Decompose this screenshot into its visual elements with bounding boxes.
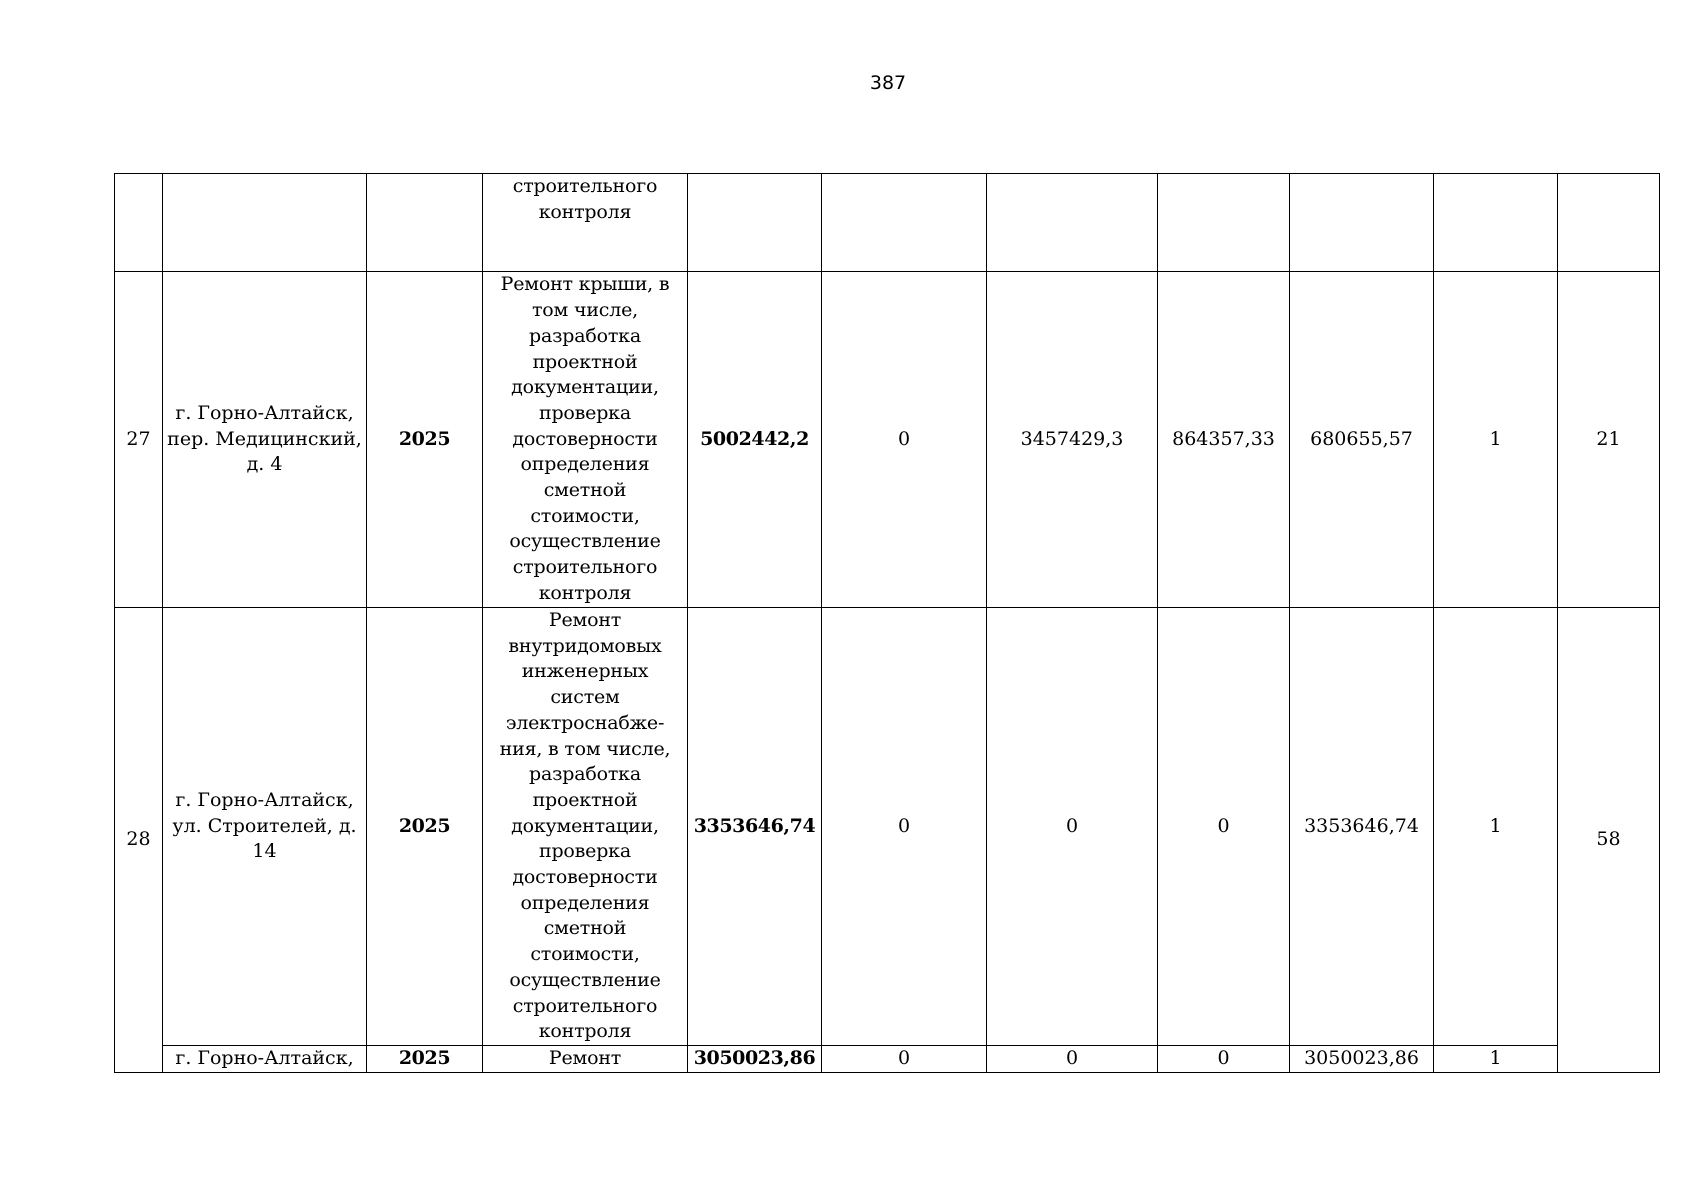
value-cell: 0: [822, 272, 987, 608]
value-cell: 0: [1158, 1045, 1290, 1072]
table-row: [115, 1045, 1660, 1072]
row-number-cell: [115, 174, 163, 272]
value-cell: 680655,57: [1290, 272, 1434, 608]
value-cell: 1: [1434, 1045, 1558, 1072]
value-cell: 3050023,86: [1290, 1045, 1434, 1072]
year-cell: 2025: [367, 272, 483, 608]
value-cell: 0: [987, 608, 1158, 1046]
value-cell: [1434, 174, 1558, 272]
address-cell: г. Горно-Алтайск,: [163, 1045, 367, 1072]
repair-program-table: [114, 173, 1660, 1073]
value-cell: [1558, 174, 1660, 272]
total-cost-cell: 5002442,2: [688, 272, 822, 608]
value-cell: 0: [1158, 608, 1290, 1046]
year-cell: 2025: [367, 1045, 483, 1072]
work-type-cell: Ремонт: [483, 1045, 688, 1072]
table-row: [115, 272, 1660, 608]
value-cell: [822, 174, 987, 272]
value-cell: 3457429,3: [987, 272, 1158, 608]
table-row: [115, 608, 1660, 1046]
row-number-cell: 27: [115, 272, 163, 608]
value-cell: 0: [822, 608, 987, 1046]
address-cell: г. Горно-Алтайск, ул. Строителей, д. 14: [163, 608, 367, 1046]
work-type-cell: Ремонт крыши, в том числе, разработка проектной документации, проверка достоверности определения сметной стоимости, осуществление строительного контроля: [483, 272, 688, 608]
value-cell: 0: [987, 1045, 1158, 1072]
value-cell: [987, 174, 1158, 272]
total-cost-cell: 3050023,86: [688, 1045, 822, 1072]
value-cell: 3353646,74: [1290, 608, 1434, 1046]
value-cell: 1: [1434, 272, 1558, 608]
work-type-cell: строительного контроля: [483, 174, 688, 272]
page-number: 387: [869, 72, 907, 94]
value-cell: [1290, 174, 1434, 272]
value-cell: 0: [822, 1045, 987, 1072]
table-row: [115, 174, 1660, 272]
total-cost-cell: 3353646,74: [688, 608, 822, 1046]
value-cell: 1: [1434, 608, 1558, 1046]
row-number-cell: 28: [115, 608, 163, 1073]
value-cell: 21: [1558, 272, 1660, 608]
address-cell: [163, 174, 367, 272]
value-cell: 864357,33: [1158, 272, 1290, 608]
address-cell: г. Горно-Алтайск, пер. Медицинский, д. 4: [163, 272, 367, 608]
work-type-cell: Ремонт внутридомовых инженерных систем электроснабже-ния, в том числе, разработка проектной документации, проверка достоверности определения сметной стоимости, осуществление строительного контроля: [483, 608, 688, 1046]
total-cost-cell: [688, 174, 822, 272]
year-cell: [367, 174, 483, 272]
year-cell: 2025: [367, 608, 483, 1046]
value-cell: 58: [1558, 608, 1660, 1073]
value-cell: [1158, 174, 1290, 272]
